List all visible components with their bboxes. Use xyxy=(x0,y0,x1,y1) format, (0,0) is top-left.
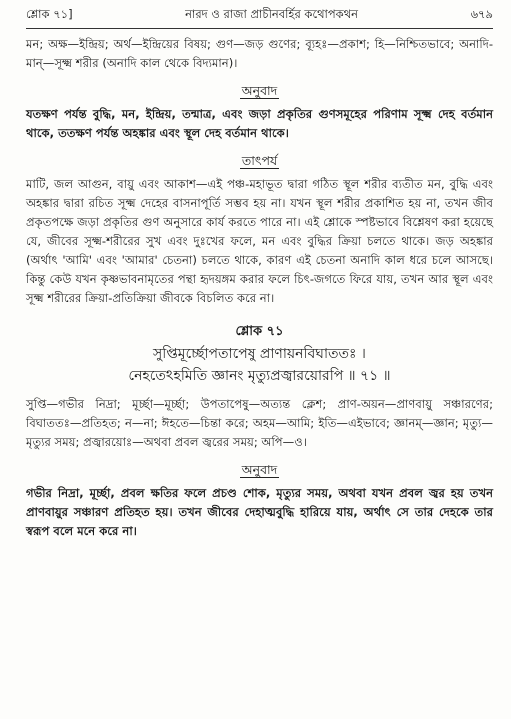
running-header xyxy=(26,6,493,26)
translation-2: গভীর নিদ্রা, মূর্চ্ছা, প্রবল ক্ষতির ফলে প্রচণ্ড শোক, মৃত্যুর সময়, অথবা যখন প্রবল জ্বর হয় তখন প্রাণবায়ুর সঞ্চারণ প্রতিহত হয়। তখন জীবের দেহাত্মবুদ্ধি হারিয়ে যায়, অর্থাৎ সে তার দেহকে তার স্বরূপ বলে মনে করে না। xyxy=(26,486,493,538)
previous-synonyms: মন; অক্ষ—ইন্দ্রিয়; অর্থ—ইন্দ্রিয়ের বিষয়; গুণ—জড় গুণের; ব্যূহঃ—প্রকাশ; হি—নিশ্চিতভাবে; অনাদি-মান্—সূক্ষ্ম শরীর (অনাদি কাল থেকে বিদ্যমান)। xyxy=(26,37,493,70)
verse-line-2: নেহতেঽহমিতি জ্ঞানং মৃত্যুপ্রজ্বারয়োরপি ॥ ৭১ ॥ xyxy=(128,368,391,384)
purport-heading: তাৎপর্য xyxy=(241,153,278,168)
header-rule xyxy=(26,28,493,29)
translation-heading-1: অনুবাদ xyxy=(241,83,278,98)
synonyms: সুপ্তি—গভীর নিদ্রা; মূর্চ্ছা—মূর্চ্ছা; উপতাপেষু—অত্যন্ত ক্লেশ; প্রাণ-অয়ন—প্রাণবায়ু সঞ্চারণের; বিঘাততঃ—প্রতিহত; ন—না; ঈহতে—চিন্তা করে; অহম—আমি; ইতি—এইভাবে; জ্ঞানম্—জ্ঞান; মৃত্যু—মৃত্যুর সময়; প্রজ্বারয়োঃ—অথবা প্রবল জ্বরের সময়; অপি—ও। xyxy=(26,397,493,449)
header-verse-ref: শ্লোক ৭১] xyxy=(26,7,73,21)
verse-line-1: সুপ্তিমূর্চ্ছোপতাপেষু প্রাণায়নবিঘাততঃ । xyxy=(153,346,366,362)
header-chapter-title: নারদ ও রাজা প্রাচীনবর্হির কথোপকথন xyxy=(185,7,359,21)
purport-text: মাটি, জল আগুন, বায়ু এবং আকাশ—এই পঞ্চ-মহাভূত দ্বারা গঠিত স্থূল শরীর ব্যতীত মন, বুদ্ধি এবং অহঙ্কার দ্বারা রচিত সূক্ষ্ম দেহের বাসনাপূর্তি সম্ভব হয় না। যখন স্থূল শরীর প্রকাশিত হয় না, তখন জীব প্রকৃতপক্ষে জড়া প্রকৃতির গুণ অনুসারে কার্য করতে পারে না। এই শ্লোকে স্পষ্টভাবে বিশ্লেষণ করা হয়েছে যে, জীবের সূক্ষ্ম-শরীরের সুখ এবং দুঃখের ফলে, মন এবং বুদ্ধির ক্রিয়া চলতে থাকে। জড় অহঙ্কার (অর্থাৎ 'আমি' এবং 'আমার' চেতনা) চলতে থাকে, কারণ এই চেতনা অনাদি কাল ধরে চলে আসছে। কিন্তু কেউ যখন কৃষ্ণভাবনামৃতের পন্থা হৃদয়ঙ্গম করার ফলে চিৎ-জগতে ফিরে যায়, তখন আর স্থূল এবং সূক্ষ্ম শরীরের ক্রিয়া-প্রতিক্রিয়া জীবকে বিচলিত করে না। xyxy=(26,177,493,305)
translation-heading-2: অনুবাদ xyxy=(241,462,278,477)
page-number: ৬৭৯ xyxy=(470,7,493,21)
translation-1: যতক্ষণ পর্যন্ত বুদ্ধি, মন, ইন্দ্রিয়, তন্মাত্র, এবং জড়া প্রকৃতির গুণসমূহের পরিণাম সূক্ষ্ম দেহ বর্তমান থাকে, ততক্ষণ পর্যন্ত অহঙ্কার এবং স্থূল দেহ বর্তমান থাকে। xyxy=(26,107,493,140)
verse-heading: শ্লোক ৭১ xyxy=(235,324,284,339)
